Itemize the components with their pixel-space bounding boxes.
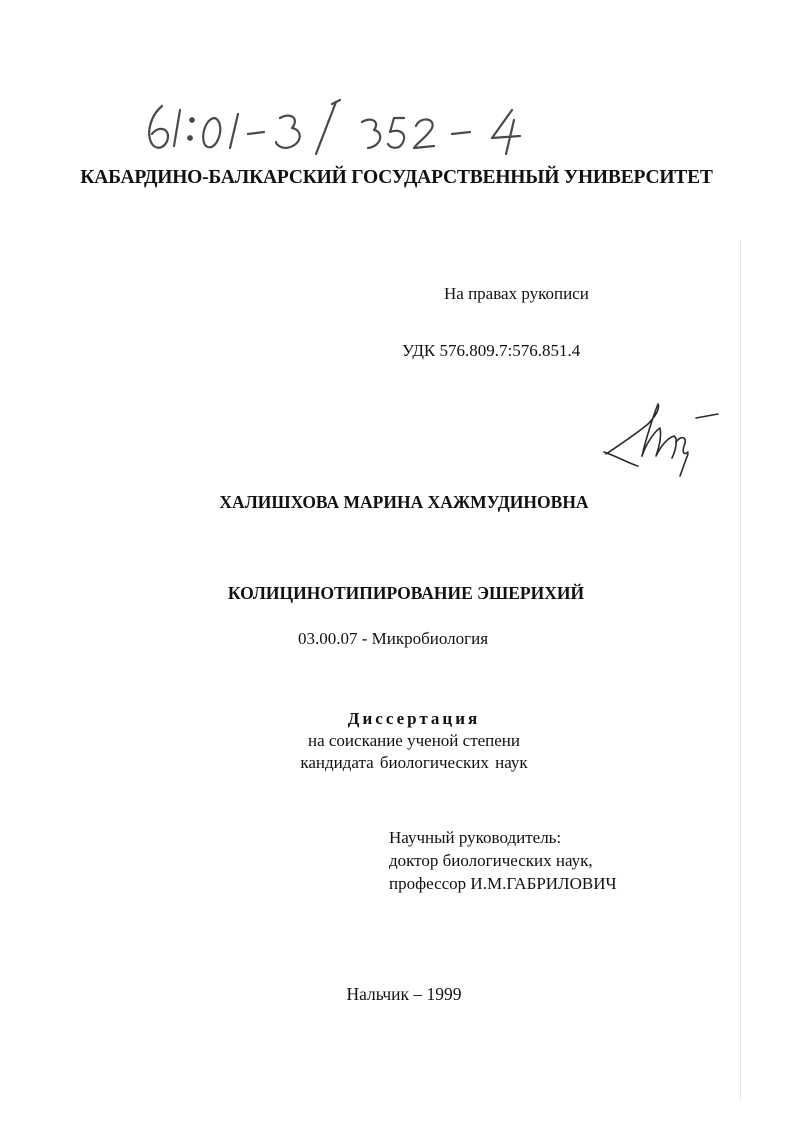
scan-edge-line [740, 240, 741, 1100]
university-name: КАБАРДИНО-БАЛКАРСКИЙ ГОСУДАРСТВЕННЫЙ УНИВЕРСИТЕТ [80, 167, 713, 188]
city-year: Нальчик – 1999 [346, 984, 462, 1004]
degree-line-1: на соискание ученой степени [307, 731, 521, 750]
thesis-title: КОЛИЦИНОТИПИРОВАНИЕ ЭШЕРИХИЙ [227, 583, 585, 603]
dissertation-type: Диссертация [347, 709, 481, 728]
degree-line-2: кандидата биологических наук [300, 753, 528, 772]
supervisor-degree: доктор биологических наук, [389, 851, 593, 870]
specialty: 03.00.07 - Микробиология [298, 629, 489, 648]
supervisor-name: профессор И.М.ГАБРИЛОВИЧ [389, 874, 617, 893]
supervisor-role: Научный руководитель: [389, 828, 562, 847]
handwritten-archive-number [140, 96, 540, 160]
author-name: ХАЛИШХОВА МАРИНА ХАЖМУДИНОВНА [219, 492, 589, 512]
signature [596, 394, 726, 486]
manuscript-note: На правах рукописи [444, 284, 589, 303]
udk-code: УДК 576.809.7:576.851.4 [402, 341, 581, 360]
